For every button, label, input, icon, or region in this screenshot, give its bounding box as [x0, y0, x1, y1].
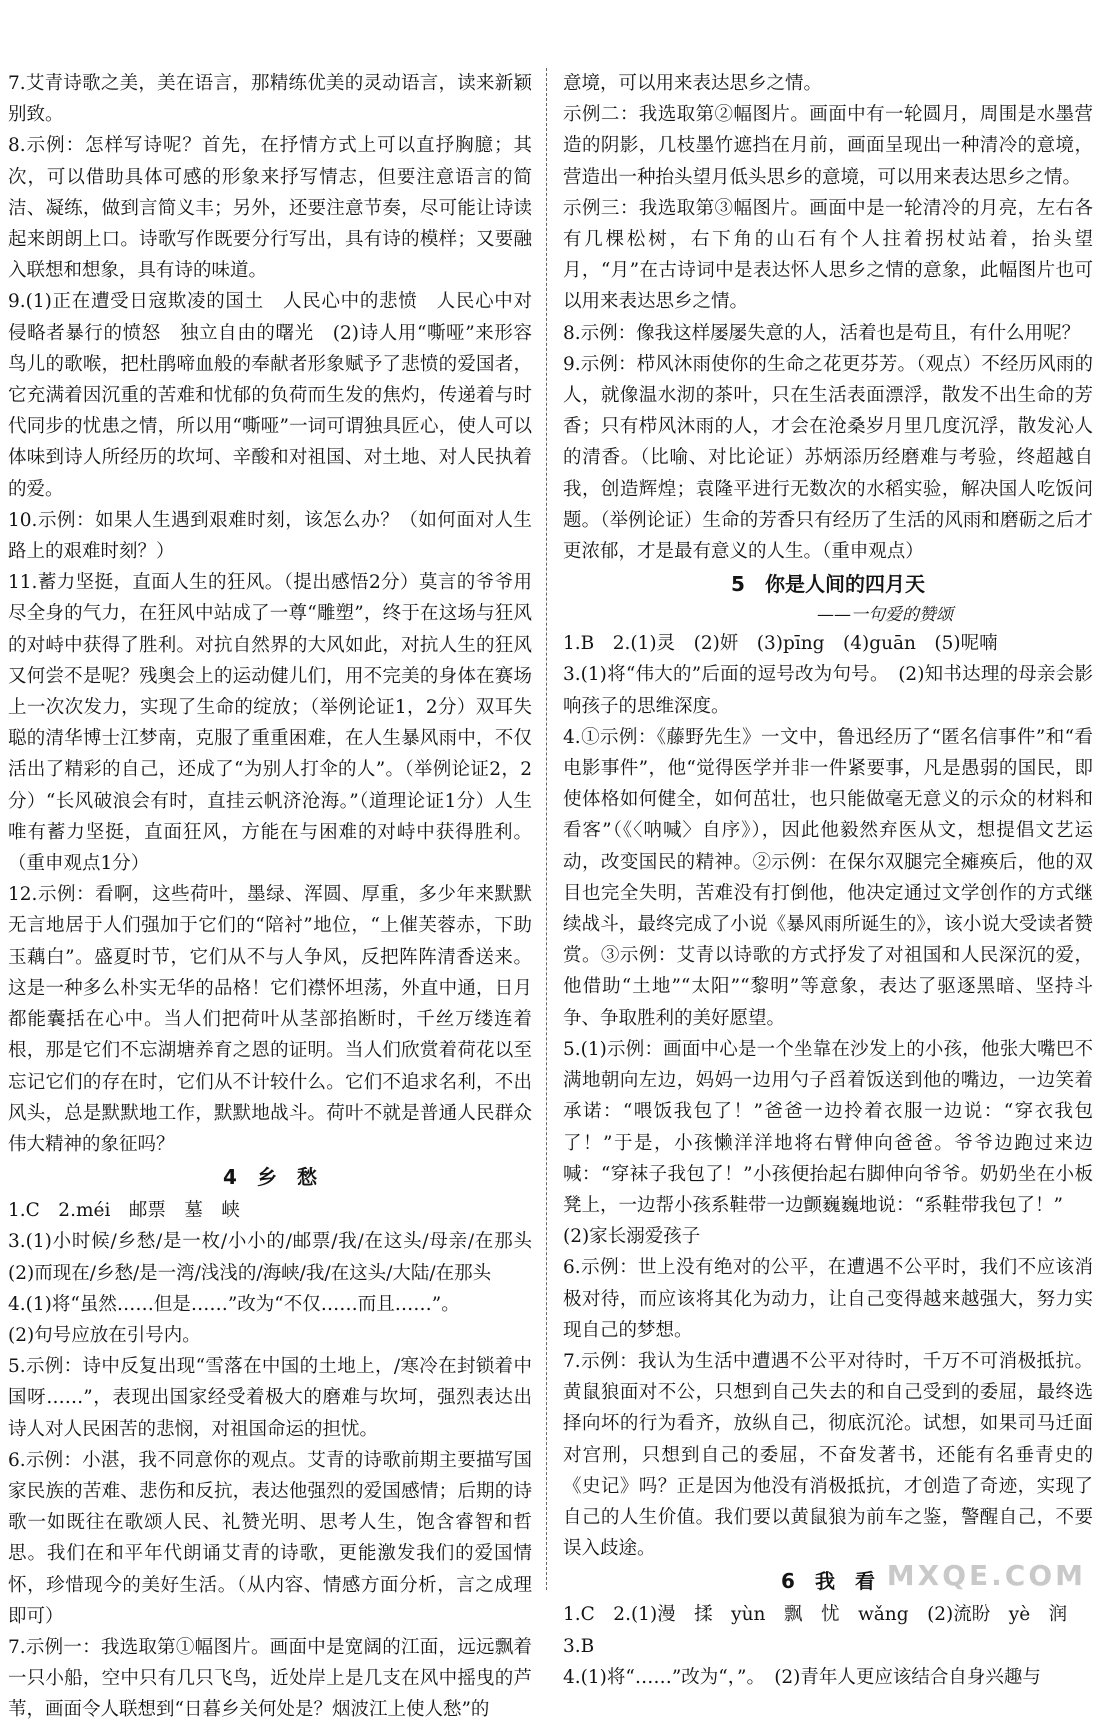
- answer-paragraph: 3.B: [563, 1635, 595, 1657]
- column-divider: [546, 68, 547, 1590]
- section-title: 4 乡 愁: [223, 1165, 317, 1190]
- answer-paragraph: 7.艾青诗歌之美，美在语言，那精练优美的灵动语言，读来新颖别致。: [8, 73, 532, 126]
- right-column: [563, 68, 1093, 1693]
- answer-paragraph: 1.C 2.méi 邮票 墓 峡: [8, 1200, 240, 1222]
- answer-paragraph: 4.(1)将“……”改为“，”。 (2)青年人更应该结合自身兴趣与: [563, 1666, 1041, 1688]
- answer-paragraph: 4.(1)将“虽然……但是……”改为“不仅……而且……”。 (2)句号应放在引号内。: [8, 1293, 460, 1346]
- answer-paragraph: 1.B 2.(1)灵 (2)妍 (3)pīng (4)guān (5)呢喃: [563, 633, 998, 655]
- answer-paragraph: 12.示例：看啊，这些荷叶，墨绿、浑圆、厚重，多少年来默默无言地居于人们强加于它们的“陪衬”地位，“上催芙蓉赤，下助玉藕白”。盛夏时节，它们从不与人争风，反把阵阵清香送来。这是一种多么朴实无华的品格！它们襟怀坦荡，外直中通，日月都能囊括在心中。当人们把荷叶从茎部掐断时，千丝万缕连着根，那是它们不忘湖塘养育之恩的证明。当人们欣赏着荷花以至忘记它们的存在时，它们从不计较什么。它们不追求名利，不出风头，总是默默地工作，默默地战斗。荷叶不就是普通人民群众伟大精神的象征吗？: [8, 884, 532, 1155]
- answer-paragraph: 9.示例：栉风沐雨使你的生命之花更芬芳。（观点）不经历风雨的人，就像温水沏的茶叶，只在生活表面漂浮，散发不出生命的芳香；只有栉风沐雨的人，才会在沧桑岁月里几度沉浮，散发沁人的清香。（比喻、对比论证）苏炳添历经磨难与考验，终超越自我，创造辉煌；袁隆平进行无数次的水稻实验，解决国人吃饭问题。（举例论证）生命的芳香只有经历了生活的风雨和磨砺之后才更浓郁，才是最有意义的人生。（重申观点）: [563, 353, 1093, 563]
- answer-paragraph: 6.示例：世上没有绝对的公平，在遭遇不公平时，我们不应该消极对待，而应该将其化为动力，让自己变得越来越强大，努力实现自己的梦想。: [563, 1257, 1093, 1341]
- answer-paragraph: 1.C 2.(1)漫 揉 yùn 飘 忧 wǎng (2)流盼 yè 润: [563, 1604, 1068, 1626]
- answer-paragraph: 8.示例：怎样写诗呢？首先，在抒情方式上可以直抒胸臆；其次，可以借助具体可感的形象来抒写情志，但要注意语言的简洁、凝练，做到言简义丰；另外，还要注意节奏，尽可能让诗读起来朗朗上口。诗歌写作既要分行写出，具有诗的模样；又要融入联想和想象，具有诗的味道。: [8, 135, 532, 282]
- section-title: 5 你是人间的四月天: [731, 572, 925, 597]
- left-column: [8, 68, 551, 1726]
- answer-paragraph: 意境，可以用来表达思乡之情。: [563, 73, 823, 94]
- site-watermark: MXQE.COM: [886, 1559, 1086, 1592]
- answer-paragraph: 示例二：我选取第②幅图片。画面中有一轮圆月，周围是水墨营造的阴影，几枝墨竹遮挡在月前，画面呈现出一种清冷的意境，营造出一种抬头望月低头思乡的意境，可以用来表达思乡之情。: [563, 104, 1093, 188]
- answer-paragraph: 7.示例一：我选取第①幅图片。画面中是宽阔的江面，远远飘着一只小船，空中只有几只飞鸟，近处岸上是几支在风中摇曳的芦苇，画面令人联想到“日暮乡关何处是？烟波江上使人愁”的: [8, 1636, 532, 1721]
- answer-paragraph: 9.(1)正在遭受日寇欺凌的国土 人民心中的悲愤 人民心中对侵略者暴行的愤怒 独立自由的曙光 (2)诗人用“嘶哑”来形容鸟儿的歌喉，把杜鹃啼血般的奉献者形象赋予了悲愤的爱国者，它充满着因沉重的苦难和忧郁的负荷而生发的焦灼，传递着与时代同步的忧患之情，所以用“嘶哑”一词可谓独具匠心，使人可以体味到诗人所经历的坎坷、辛酸和对祖国、对土地、对人民执着的爱。: [8, 291, 532, 500]
- answer-paragraph: 4.①示例：《藤野先生》一文中，鲁迅经历了“匿名信事件”和“看电影事件”，他“觉得医学并非一件紧要事，凡是愚弱的国民，即使体格如何健全，如何茁壮，也只能做毫无意义的示众的材料和看客”（《〈呐喊〉自序》），因此他毅然弃医从文，想提倡文艺运动，改变国民的精神。②示例：在保尔双腿完全瘫痪后，他的双目也完全失明，苦难没有打倒他，他决定通过文学创作的方式继续战斗，最终完成了小说《暴风雨所诞生的》，该小说大受读者赞赏。③示例：艾青以诗歌的方式抒发了对祖国和人民深沉的爱，他借助“土地”“太阳”“黎明”等意象，表达了驱逐黑暗、坚持斗争、争取胜利的美好愿望。: [563, 726, 1093, 1029]
- answer-paragraph: 10.示例：如果人生遇到艰难时刻，该怎么办？（如何面对人生路上的艰难时刻？）: [8, 509, 532, 563]
- answer-paragraph: 7.示例：我认为生活中遭遇不公平对待时，千万不可消极抵抗。黄鼠狼面对不公，只想到自己失去的和自己受到的委屈，最终选择向坏的行为看齐，放纵自己，彻底沉沦。试想，如果司马迁面对宫刑，只想到自己的委屈，不奋发著书，还能有名垂青史的《史记》吗？正是因为他没有消极抵抗，才创造了奇迹，实现了自己的人生价值。我们要以黄鼠狼为前车之鉴，警醒自己，不要误入歧途。: [563, 1350, 1093, 1560]
- answer-paragraph: 11.蓄力坚挺，直面人生的狂风。（提出感悟2分）莫言的爷爷用尽全身的气力，在狂风中站成了一尊“雕塑”，终于在这场与狂风的对峙中获得了胜利。对抗自然界的大风如此，对抗人生的狂风又何尝不是呢？残奥会上的运动健儿们，用不完美的身体在赛场上一次次发力，实现了生命的绽放；（举例论证1，2分）双耳失聪的清华博士江梦南，克服了重重困难，在人生暴风雨中，不仅活出了精彩的自己，还成了“为别人打伞的人”。（举例论证2，2分）“长风破浪会有时，直挂云帆济沧海。”（道理论证1分）人生唯有蓄力坚挺，直面狂风，方能在与困难的对峙中获得胜利。（重申观点1分）: [8, 572, 532, 875]
- section-subtitle: ——一句爱的赞颂: [817, 605, 953, 626]
- answer-paragraph: 6.示例：小湛，我不同意你的观点。艾青的诗歌前期主要描写国家民族的苦难、悲伤和反抗，表达他强烈的爱国感情；后期的诗歌一如既往在歌颂人民、礼赞光明、思考人生，饱含睿智和哲思。我们在和平年代朗诵艾青的诗歌，更能激发我们的爱国情怀，珍惜现今的美好生活。（从内容、情感方面分析，言之成理即可）: [8, 1449, 532, 1627]
- answer-paragraph: 示例三：我选取第③幅图片。画面中是一轮清冷的月亮，左右各有几棵松树，右下角的山石有个人拄着拐杖站着，抬头望月，“月”在古诗词中是表达怀人思乡之情的意象，此幅图片也可以用来表达思乡之情。: [563, 197, 1093, 313]
- answer-paragraph: 5.示例：诗中反复出现“雪落在中国的土地上，/寒冷在封锁着中国呀……”，表现出国家经受着极大的磨难与坎坷，强烈表达出诗人对人民困苦的悲悯，对祖国命运的担忧。: [8, 1356, 532, 1440]
- answer-paragraph: 3.(1)将“伟大的”后面的逗号改为句号。 (2)知书达理的母亲会影响孩子的思维深度。: [563, 664, 1093, 717]
- section-title: 6 我 看: [781, 1569, 875, 1594]
- answer-paragraph: 8.示例：像我这样屡屡失意的人，活着也是苟且，有什么用呢？: [563, 322, 1081, 344]
- answer-paragraph: 3.(1)小时候/乡愁/是一枚/小小的/邮票/我/在这头/母亲/在那头 (2)而现在/乡愁/是一湾/浅浅的/海峡/我/在这头/大陆/在那头: [8, 1231, 551, 1284]
- answer-paragraph: 5.(1)示例：画面中心是一个坐靠在沙发上的小孩，他张大嘴巴不满地朝向左边，妈妈一边用勺子舀着饭送到他的嘴边，一边笑着承诺：“喂饭我包了！”爸爸一边拎着衣服一边说：“穿衣我包了！”于是，小孩懒洋洋地将右臂伸向爸爸。爷爷边跑过来边喊：“穿袜子我包了！”小孩便抬起右脚伸向爷爷。奶奶坐在小板凳上，一边帮小孩系鞋带一边颤巍巍地说：“系鞋带我包了！” (2)家长溺爱孩子: [563, 1038, 1093, 1248]
